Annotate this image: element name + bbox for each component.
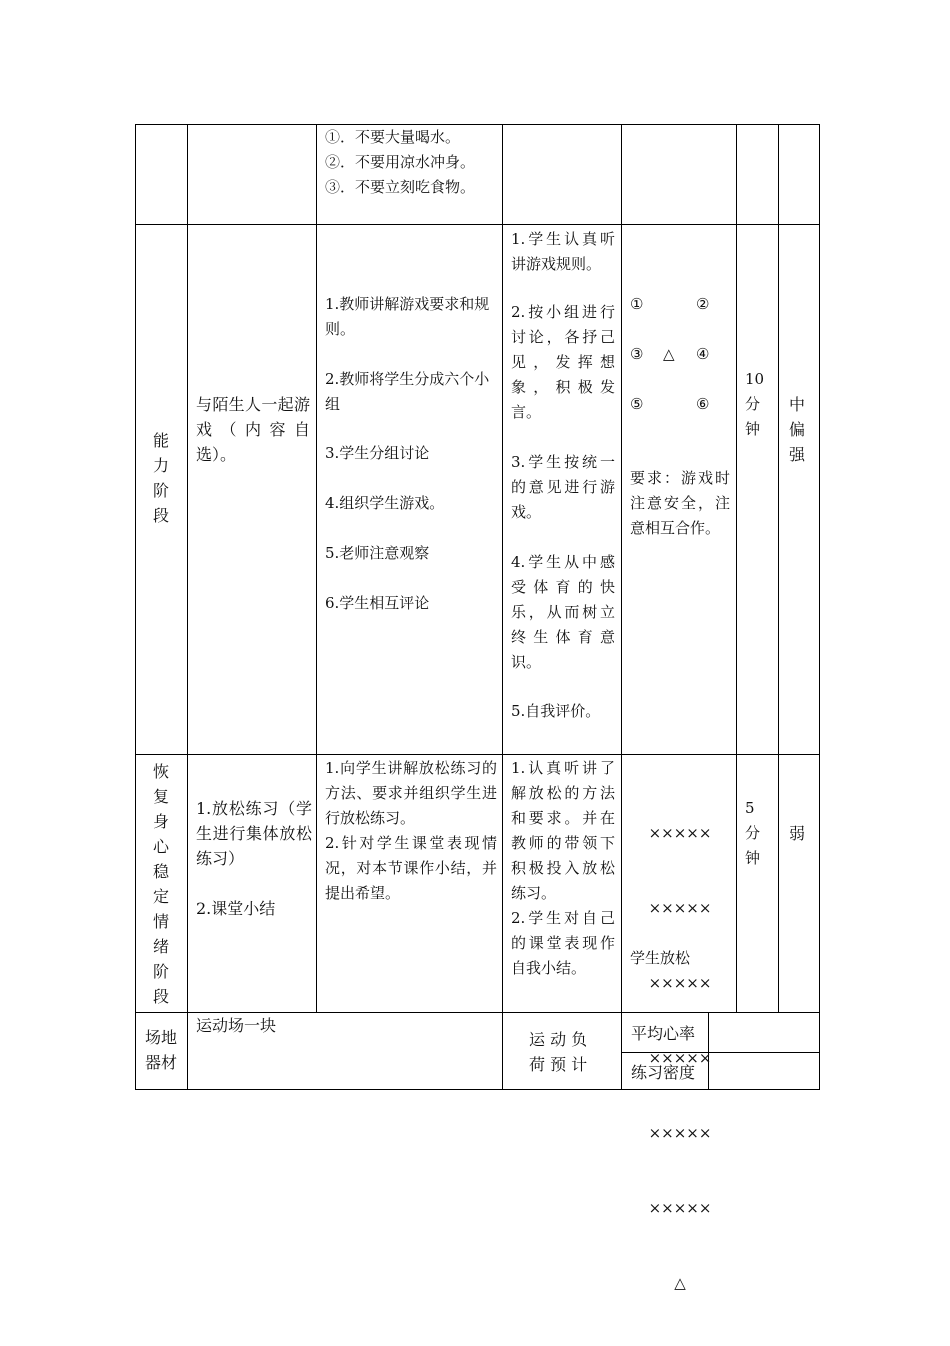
teacher-activities: 1.向学生讲解放松练习的方法、要求并组织学生进行放松练习。 2.针对学生课堂表现情况，对本节课作小结，并提出希望。: [325, 759, 497, 902]
group-6: ⑥: [696, 395, 710, 413]
formation-row: ×××××: [648, 824, 712, 842]
org-requirement: 要求：游戏时注意安全，注意相互合作。: [630, 469, 730, 537]
note-1: ①．不要大量喝水。: [325, 128, 461, 146]
group-5: ⑤: [630, 395, 644, 413]
venue-value: 运动场一块: [196, 1016, 277, 1035]
avg-heart-rate-label: 平均心率: [631, 1024, 696, 1043]
page: ①．不要大量喝水。 ②．不要用凉水冲身。 ③．不要立刻吃食物。 能 力 阶 段 与陌生人一起游戏（内容自选）。 1.教师讲解游戏要求和规则。 2.教师将学生分成六个小组 3.学生分组讨论 4.组织学生游戏。 5.老师注意观察 6.学生相互评论 1.学生认真听讲游戏规则。 2.按小组进行讨论，各抒己见，发挥想象，积极发言。 3.学生按统一的意见进行游戏。 4.学生从中感受体育的快乐，从而树立终生体育意识。 5.自我评价。 ① ② ③ △ ④ ⑤ ⑥ 要求：游戏时注意安全，注意相互合作。 10 分 钟 中 偏 强 恢 复 身 心 稳 定 情 绪 阶 段 1.放松练习（学生进行集体放松练习） 2.课堂小结 1.向学生讲解放松练习的方法、要求并组织学生进行放松练习。 2.针对学生课堂表现情况，对本节课作小结，并提出希望。 1.认真听讲了解放松的方法和要求。并在教师的带领下积极投入放松练习。 2.学生对自己的课堂表现作自我小结。 ××××× ××××× ××××× ××××× ××××× ××××× △ 学生放松 5 分 钟 弱 场地 器材 运动场一块 运 动 负 荷 预 计 平均心率 练习密度: [0, 0, 950, 1344]
student-activities: 1.认真听讲了解放松的方法和要求。并在教师的带领下积极投入放松练习。 2.学生对自己的课堂表现作自我小结。: [511, 759, 615, 977]
note-3: ③．不要立刻吃食物。: [325, 178, 476, 196]
group-2: ②: [696, 295, 710, 313]
formation-row: ×××××: [648, 899, 712, 917]
content-1: 1.放松练习（学生进行集体放松练习）: [196, 799, 312, 868]
formation-row: ×××××: [648, 1199, 712, 1217]
load-label: 荷 预 计: [529, 1055, 588, 1074]
intensity: 弱: [789, 824, 806, 843]
venue-label: 器材: [145, 1053, 178, 1072]
content-2: 2.课堂小结: [196, 899, 276, 918]
venue-label: 场地: [145, 1028, 178, 1047]
content: 与陌生人一起游戏（内容自选）。: [196, 395, 310, 464]
formation-row: ×××××: [648, 1124, 712, 1142]
formation-row: ×××××: [648, 974, 712, 992]
teacher-triangle: △: [674, 1274, 686, 1292]
note-2: ②．不要用凉水冲身。: [325, 153, 476, 171]
formation-row: ×××××: [648, 1049, 712, 1067]
teacher-triangle: △: [663, 345, 675, 363]
load-label: 运 动 负: [529, 1030, 588, 1049]
group-3: ③: [630, 345, 644, 363]
practice-density-label: 练习密度: [631, 1063, 696, 1082]
group-1: ①: [630, 295, 644, 313]
formation-label: 学生放松: [630, 949, 691, 967]
group-4: ④: [696, 345, 710, 363]
